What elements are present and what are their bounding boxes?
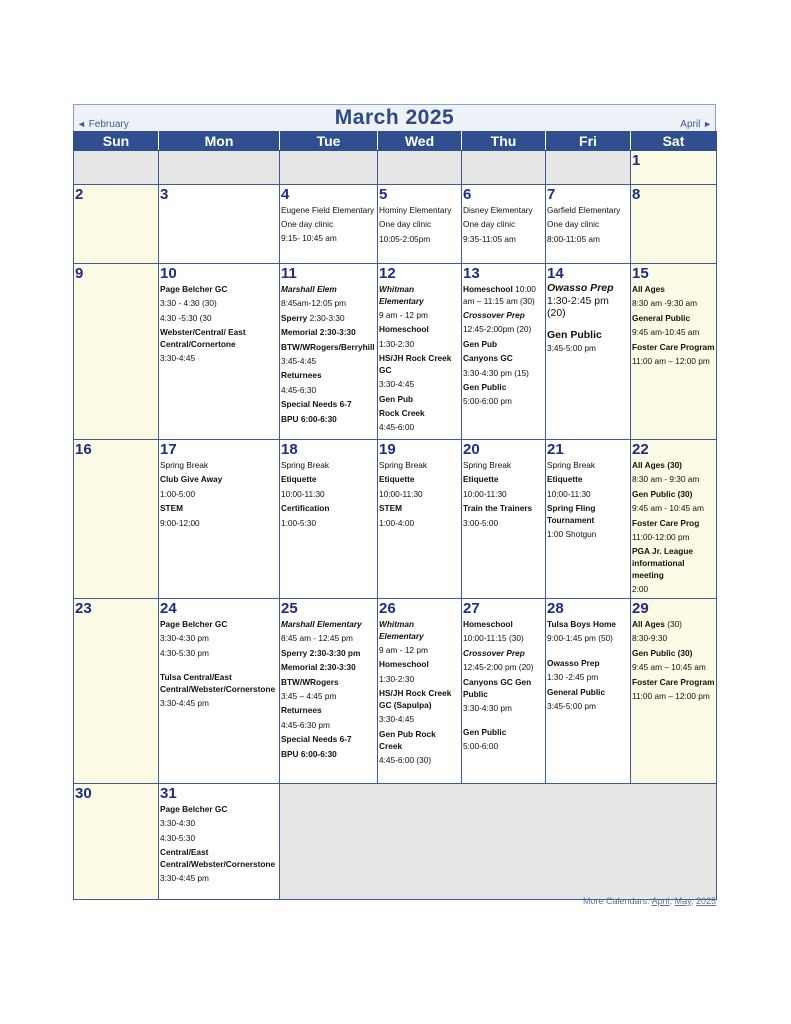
event-line: Gen Public — [463, 382, 507, 393]
event-line: (20) — [547, 307, 566, 319]
event-line: Train the Trainers — [463, 503, 533, 514]
event-line: Gen Public — [463, 727, 507, 738]
day-number: 2 — [75, 186, 84, 203]
event-line: PGA Jr. League informational meeting — [632, 546, 694, 581]
event-line: Owasso Prep — [547, 657, 600, 668]
spacer — [463, 715, 544, 725]
event-line: STEM — [379, 503, 403, 514]
day-number: 7 — [547, 186, 556, 203]
week-row — [74, 185, 717, 264]
day-number: 15 — [632, 265, 649, 282]
event-line — [281, 311, 376, 325]
event-line — [463, 283, 544, 307]
week-row — [74, 151, 717, 185]
event-line: 3:45-5:00 pm — [547, 343, 596, 353]
event-line: 9:00-12:00 — [160, 517, 200, 528]
event-line: 3:30 - 4:30 (30) — [160, 298, 217, 309]
event-line: 5:00-6:00 pm — [463, 396, 512, 407]
event-line: Rock Creek — [379, 408, 425, 419]
day-cell-23[interactable] — [74, 599, 159, 784]
day-number: 18 — [281, 441, 298, 458]
day-number: 21 — [547, 441, 564, 458]
weekday-tue: Tue — [280, 132, 378, 151]
event-line: Marshall Elementary — [281, 619, 362, 629]
event-line: 11:00-12:00 pm — [632, 532, 690, 543]
right-arrow-icon: ► — [703, 119, 712, 129]
day-cell-12[interactable] — [378, 264, 462, 440]
event-line: 8:30 am -9:30 am — [632, 298, 698, 309]
day-number: 19 — [379, 441, 396, 458]
prev-month-label: February — [88, 119, 129, 130]
day-cell-21[interactable] — [546, 440, 631, 599]
day-cell-13[interactable] — [462, 264, 546, 440]
event-line: 1:30-2:45 pm — [547, 295, 609, 307]
empty-day-cell — [280, 784, 717, 900]
day-cell-22[interactable] — [631, 440, 717, 599]
more-calendars-label: More Calendars: — [583, 896, 652, 906]
event-line: Gen Public — [547, 329, 602, 341]
day-number: 6 — [463, 186, 472, 203]
event-line: Homeschool — [379, 324, 429, 335]
day-number: 13 — [463, 265, 480, 282]
calendar-grid — [73, 131, 717, 900]
more-calendars: More Calendars: April, May, 2025 — [583, 896, 716, 906]
event-line: One day clinic — [547, 219, 600, 230]
footer-link-may[interactable]: May — [674, 896, 691, 906]
event-line: 8:45am-12:05 pm — [281, 298, 347, 309]
day-number: 12 — [379, 265, 396, 282]
event-line: Canyons GC — [463, 353, 513, 364]
event-title: Homeschool — [463, 284, 513, 294]
day-cell-8[interactable] — [631, 185, 717, 264]
event-line: 10:00-11:30 — [379, 488, 423, 499]
calendar — [73, 104, 716, 900]
event-line: 4:30-5:30 pm — [160, 647, 209, 658]
event-title: Sperry — [281, 312, 308, 323]
event-line: 9:35-11:05 am — [463, 233, 516, 244]
event-line: 3:45-4:45 — [281, 356, 317, 367]
event-line: 4:45-6:00 — [379, 422, 415, 433]
prev-month-link[interactable] — [77, 119, 129, 130]
event-line: Memorial 2:30-3:30 — [281, 327, 356, 338]
event-line: Gen Pub Rock Creek — [379, 728, 436, 751]
event-line: 3:30-4:30 pm — [463, 702, 512, 713]
event-line: Tulsa Central/East Central/Webster/Cornerstone — [160, 672, 276, 695]
day-cell-18[interactable] — [280, 440, 378, 599]
event-line: Gen Pub — [463, 338, 498, 349]
event-line: Memorial 2:30-3:30 — [281, 662, 356, 673]
event-line: Spring Break — [281, 460, 329, 470]
day-number: 25 — [281, 600, 298, 617]
event-line: Returnees — [281, 705, 322, 716]
weekday-header-row — [74, 132, 717, 151]
event-line: Foster Care Program — [632, 676, 715, 687]
event-line: 5:00-6:00 — [463, 741, 499, 752]
event-line: 11:00 am – 12:00 pm — [632, 355, 710, 366]
empty-day-cell — [280, 151, 378, 185]
day-number: 20 — [463, 441, 480, 458]
week-row — [74, 599, 717, 784]
event-detail: 10:00 am – 11:15 am (30) — [463, 284, 536, 306]
day-number: 22 — [632, 441, 649, 458]
event-line: Spring Break — [379, 460, 427, 470]
day-cell-19[interactable] — [378, 440, 462, 599]
day-number: 1 — [632, 152, 641, 169]
event-line: General Public — [632, 312, 691, 323]
event-line: Disney Elementary — [463, 205, 533, 215]
event-line: Gen Public (30) — [632, 647, 693, 658]
event-line: STEM — [160, 503, 184, 514]
next-month-label: April — [680, 119, 701, 130]
event-line: 10:05-2:05pm — [379, 233, 431, 244]
day-cell-11[interactable] — [280, 264, 378, 440]
event-line: Etiquette — [547, 474, 583, 485]
day-number: 4 — [281, 186, 290, 203]
day-cell-15[interactable] — [631, 264, 717, 440]
day-cell-29[interactable] — [631, 599, 717, 784]
event-line: Marshall Elem — [281, 284, 337, 294]
day-number: 8 — [632, 186, 641, 203]
event-line: 4:45-6:30 — [281, 384, 317, 395]
event-line: 10:00-11:30 — [547, 488, 591, 499]
event-line: 1:30 -2:45 pm — [547, 672, 599, 683]
day-number: 23 — [75, 600, 92, 617]
event-detail: (30) — [664, 619, 682, 629]
footer-link-2025[interactable]: 2025 — [695, 896, 716, 906]
day-cell-20[interactable] — [462, 440, 546, 599]
day-cell-7[interactable] — [546, 185, 631, 264]
event-line: Whitman Elementary — [379, 619, 424, 641]
day-number: 28 — [547, 600, 564, 617]
event-line: 3:30-4:30 pm (15) — [463, 367, 529, 378]
event-line: Returnees — [281, 370, 322, 381]
weekday-sat: Sat — [631, 132, 717, 151]
event-line: 9:45 am – 10:45 am — [632, 662, 706, 673]
event-line: 10:00-11:30 — [281, 488, 325, 499]
event-line: 10:00-11:15 (30) — [463, 633, 524, 644]
day-cell-27[interactable] — [462, 599, 546, 784]
day-cell-24[interactable] — [159, 599, 280, 784]
day-number: 14 — [547, 265, 564, 282]
weekday-wed: Wed — [378, 132, 462, 151]
event-line: Gen Public (30) — [632, 488, 693, 499]
event-line: Homeschool — [463, 619, 513, 629]
event-line: Central/East Central/Webster/Cornerstone — [160, 847, 276, 870]
footer-link-april[interactable]: April — [651, 896, 670, 906]
event-line: Whitman Elementary — [379, 284, 424, 306]
event-line: Certification — [281, 503, 330, 514]
event-line: 4:45-6:00 (30) — [379, 754, 432, 765]
event-line: 3:30-4:45 — [160, 353, 196, 364]
day-cell-5[interactable] — [378, 185, 462, 264]
event-line: Spring Break — [547, 460, 595, 470]
event-line: Special Needs 6-7 — [281, 399, 352, 410]
day-number: 11 — [281, 265, 297, 282]
left-arrow-icon: ◄ — [77, 119, 86, 129]
event-line: Crossover Prep — [463, 310, 525, 320]
event-line: Spring Fling Tournament — [547, 503, 596, 526]
day-number: 29 — [632, 600, 649, 617]
empty-day-cell — [378, 151, 462, 185]
event-line: General Public — [547, 686, 606, 697]
event-line: Spring Break — [160, 460, 208, 470]
event-line: Page Belcher GC — [160, 619, 228, 629]
event-line: 9:00-1:45 pm (50) — [547, 633, 613, 644]
event-line: 8:30-9:30 — [632, 633, 668, 644]
event-line: 9 am - 12 pm — [379, 310, 428, 320]
day-cell-16[interactable] — [74, 440, 159, 599]
weekday-fri: Fri — [546, 132, 631, 151]
empty-day-cell — [159, 151, 280, 185]
event-line: Homeschool — [379, 659, 429, 670]
event-line: HS/JH Rock Creek GC (Sapulpa) — [379, 688, 452, 711]
day-number: 16 — [75, 441, 92, 458]
day-cell-17[interactable] — [159, 440, 280, 599]
weekday-sun: Sun — [74, 132, 159, 151]
event-line: Foster Care Prog — [632, 517, 700, 528]
event-line: 9:45 am-10:45 am — [632, 327, 700, 338]
event-line: BTW/WRogers — [281, 676, 339, 687]
event-line: Crossover Prep — [463, 647, 525, 658]
event-line: One day clinic — [281, 219, 334, 229]
event-line: 1:30-2:30 — [379, 673, 415, 684]
day-cell-30[interactable] — [74, 784, 159, 900]
event-line: 3:30-4:45 pm — [160, 698, 209, 709]
event-line: 12:45-2:00pm (20) — [463, 324, 532, 335]
event-line: 4:30 -5:30 (30 — [160, 312, 212, 323]
event-line: Eugene Field Elementary — [281, 205, 375, 215]
event-line: One day clinic — [463, 219, 516, 230]
day-cell-10[interactable] — [159, 264, 280, 440]
event-line: BPU 6:00-6:30 — [281, 748, 337, 759]
event-line: 1:00-5:30 — [281, 517, 317, 528]
event-line: 3:30-4:45 — [379, 714, 415, 725]
event-line: Canyons GC Gen Public — [463, 676, 532, 699]
day-number: 30 — [75, 785, 92, 802]
event-title: All Ages — [632, 619, 665, 629]
day-cell-28[interactable] — [546, 599, 631, 784]
event-line: 9:45 am - 10:45 am — [632, 503, 704, 514]
week-row — [74, 784, 717, 900]
event-detail: 2:30-3:30 — [307, 312, 345, 323]
event-line: Tulsa Boys Home — [547, 619, 617, 629]
event-line: 10:00-11:30 — [463, 488, 507, 499]
event-line: Etiquette — [281, 474, 317, 485]
day-cell-1[interactable] — [631, 151, 717, 185]
event-line: All Ages — [632, 284, 665, 294]
event-line: Hominy Elementary — [379, 205, 452, 215]
event-line: 8:00-11:05 am — [547, 233, 600, 244]
day-cell-3[interactable] — [159, 185, 280, 264]
event-line: 11:00 am – 12:00 pm — [632, 690, 710, 701]
event-line: Etiquette — [379, 474, 415, 485]
day-cell-25[interactable] — [280, 599, 378, 784]
day-cell-14[interactable] — [546, 264, 631, 440]
day-number: 26 — [379, 600, 396, 617]
event-line: 1:00-5:00 — [160, 488, 196, 499]
event-line: 4:45-6:30 pm — [281, 719, 330, 730]
day-number: 24 — [160, 600, 177, 617]
day-number: 31 — [160, 785, 177, 802]
day-number: 3 — [160, 186, 169, 203]
spacer — [547, 319, 629, 329]
event-line: HS/JH Rock Creek GC — [379, 353, 452, 376]
event-line: One day clinic — [379, 219, 432, 230]
event-line: Gen Pub — [379, 393, 414, 404]
event-line: 4:30-5:30 — [160, 832, 196, 843]
empty-day-cell — [546, 151, 631, 185]
event-line: Foster Care Program — [632, 341, 715, 352]
event-line: Spring Break — [463, 460, 511, 470]
day-cell-31[interactable] — [159, 784, 280, 900]
empty-day-cell — [74, 151, 159, 185]
month-title: March 2025 — [334, 106, 455, 129]
event-line: 3:45-5:00 pm — [547, 701, 596, 712]
week-row — [74, 440, 717, 599]
event-line: 2:00 — [632, 584, 649, 595]
event-line: Etiquette — [463, 474, 499, 485]
event-line: 3:30-4:45 pm — [160, 873, 209, 884]
event-line: 8:30 am - 9:30 am — [632, 474, 700, 485]
event-line: 9:15- 10:45 am — [281, 233, 337, 244]
day-cell-6[interactable] — [462, 185, 546, 264]
event-line: 8:45 am - 12:45 pm — [281, 633, 353, 644]
day-cell-4[interactable] — [280, 185, 378, 264]
day-number: 9 — [75, 265, 84, 282]
day-number: 5 — [379, 186, 388, 203]
event-line: 9 am - 12 pm — [379, 645, 428, 655]
weekday-thu: Thu — [462, 132, 546, 151]
event-line: Owasso Prep — [547, 282, 614, 294]
day-cell-2[interactable] — [74, 185, 159, 264]
day-cell-9[interactable] — [74, 264, 159, 440]
event-line: 1:30-2:30 — [379, 338, 415, 349]
event-line — [632, 617, 715, 631]
event-line: 3:00-5:00 — [463, 517, 499, 528]
empty-day-cell — [462, 151, 546, 185]
event-line: 3:45 – 4:45 pm — [281, 691, 337, 702]
day-number: 10 — [160, 265, 177, 282]
spacer — [547, 646, 629, 656]
calendar-header — [73, 104, 716, 131]
day-number: 27 — [463, 600, 480, 617]
event-line: 3:30-4:30 pm — [160, 633, 209, 644]
event-line: Webster/Central/ East Central/Cornertone — [160, 327, 246, 350]
event-line: 3:30-4:30 — [160, 818, 196, 829]
event-line: 3:30-4:45 — [379, 379, 415, 390]
event-line: Club Give Away — [160, 474, 223, 485]
day-cell-26[interactable] — [378, 599, 462, 784]
week-row — [74, 264, 717, 440]
event-line: All Ages (30) — [632, 460, 682, 470]
event-line: Special Needs 6-7 — [281, 734, 352, 745]
event-line: BPU 6:00-6:30 — [281, 413, 337, 424]
weekday-mon: Mon — [159, 132, 280, 151]
event-line: 12:45-2:00 pm (20) — [463, 662, 534, 673]
event-line: Garfield Elementary — [547, 205, 621, 215]
day-number: 17 — [160, 441, 177, 458]
event-line: Sperry 2:30-3:30 pm — [281, 647, 361, 658]
event-line: Page Belcher GC — [160, 284, 228, 294]
spacer — [160, 660, 278, 670]
event-line: Page Belcher GC — [160, 804, 228, 814]
event-line: BTW/WRogers/Berryhill — [281, 341, 375, 352]
next-month-link[interactable] — [680, 119, 712, 130]
event-line: 1:00 Shotgun — [547, 529, 597, 540]
event-line: 1:00-4:00 — [379, 517, 415, 528]
